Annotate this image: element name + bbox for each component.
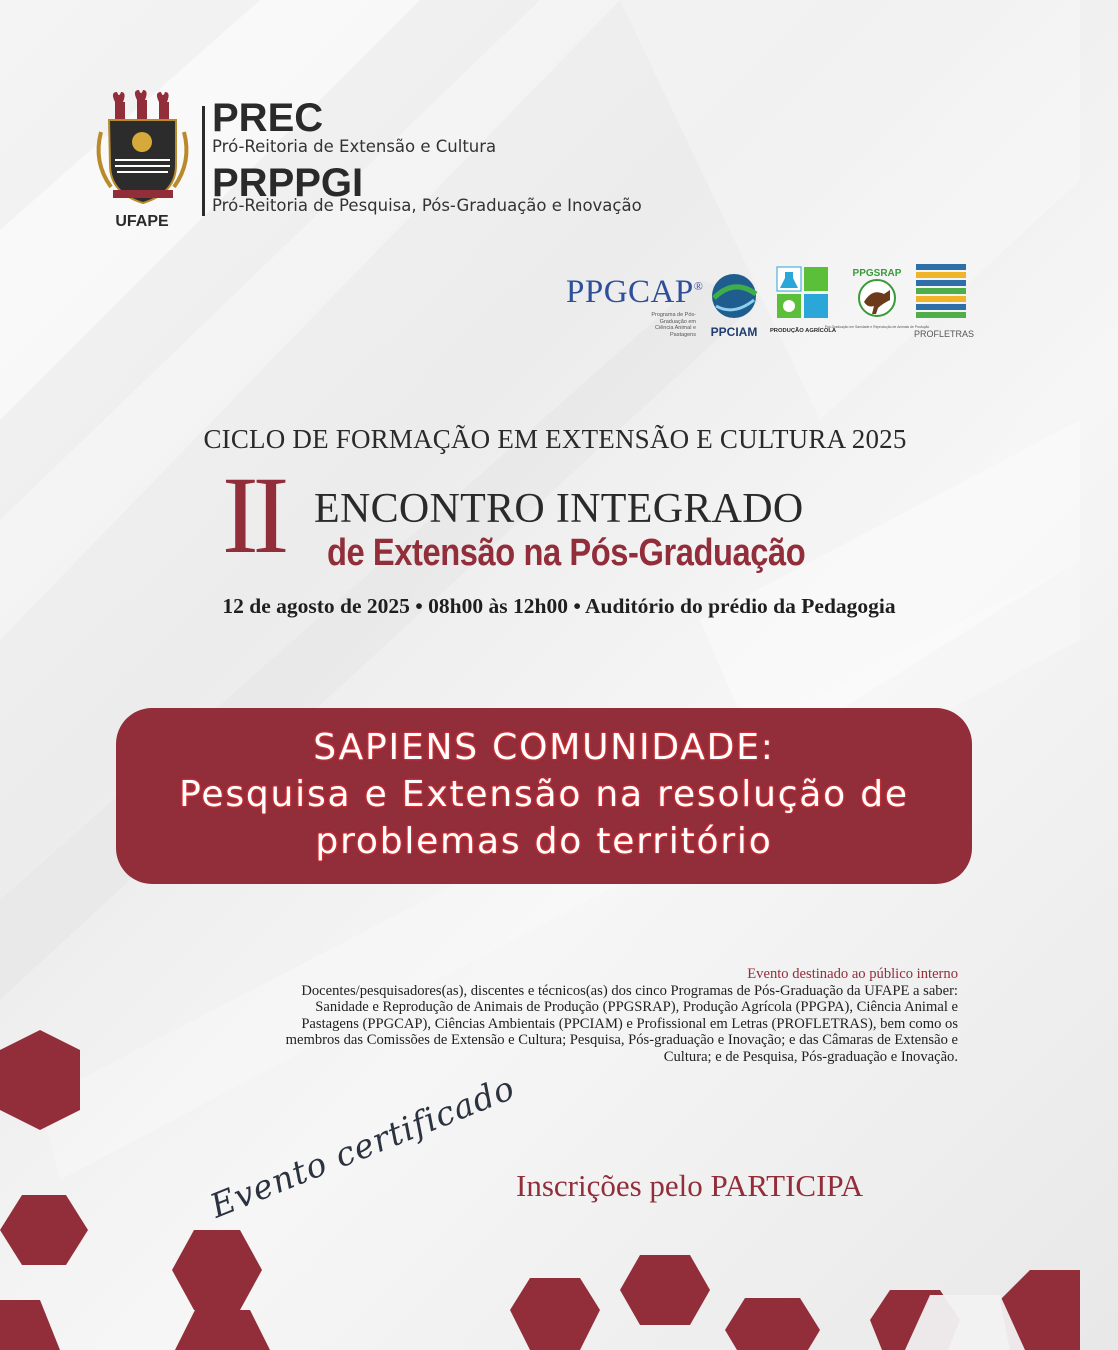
event-title-line1: ENCONTRO INTEGRADO (314, 486, 804, 532)
certified-event-script: Evento certificado (204, 1067, 521, 1226)
ppciam-logo-text: PPCIAM (710, 325, 758, 339)
ppgpa-logo-text: PRODUÇÃO AGRÍCOLA (769, 328, 837, 334)
ppgcap-logo-text: PPGCAP (566, 274, 694, 310)
event-title-line2: de Extensão na Pós-Graduação (327, 532, 806, 574)
ppgcap-logo-caption: Programa de Pós-Graduação em Ciência Animal e Pastagens (651, 312, 696, 338)
ppgsrap-logo-caption: Pós-Graduação em Sanidade e Reprodução de Animais de Produção (824, 325, 930, 329)
ppgsrap-logo (824, 262, 930, 340)
prppgi-subtitle: Pró-Reitoria de Pesquisa, Pós-Graduação e Inovação (212, 196, 642, 215)
event-details: 12 de agosto de 2025 • 08h00 às 12h00 • Auditório do prédio da Pedagogia (222, 594, 896, 618)
audience-title: Evento destinado ao público interno (747, 966, 958, 982)
ufape-crest-logo (95, 92, 190, 232)
audience-line: Pastagens (PPGCAP), Ciências Ambientais (PPCIAM) e Profissional em Letras (PROFLETRAS), bem como os (301, 1015, 958, 1032)
audience-line: Sanidade e Reprodução de Animais de Produção (PPGSRAP), Produção Agrícola (PPGPA), Ciência Animal e (315, 999, 958, 1015)
ppgpa-logo (769, 266, 837, 338)
banner-line-1: SAPIENS COMUNIDADE: (313, 727, 775, 768)
ppgsrap-logo-text: PPGSRAP (852, 268, 902, 279)
profletras-logo-text: PROFLETRAS (913, 329, 975, 339)
audience-line: Cultura; e de Pesquisa, Pós-graduação e Inovação. (663, 1048, 958, 1065)
audience-line: membros das Comissões de Extensão e Cultura; Pesquisa, Pós-graduação e Inovação; e das Câmaras de Extensão e (285, 1032, 958, 1048)
header-divider (202, 106, 205, 216)
ppgcap-logo: PPGCAP® (566, 274, 704, 310)
theme-banner (116, 708, 972, 884)
edition-numeral: II (222, 454, 284, 576)
crest-label: UFAPE (115, 213, 169, 230)
banner-line-2: Pesquisa e Extensão na resolução de (179, 774, 909, 815)
theme-banner-text (116, 724, 972, 865)
prppgi-title: PRPPGI (212, 161, 364, 205)
cycle-title: CICLO DE FORMAÇÃO EM EXTENSÃO E CULTURA 2025 (203, 424, 907, 454)
audience-block (138, 966, 958, 1065)
banner-line-3: problemas do território (315, 821, 773, 862)
ppciam-logo (704, 270, 768, 340)
prec-subtitle: Pró-Reitoria de Extensão e Cultura (212, 137, 497, 156)
profletras-logo (912, 262, 976, 342)
prec-title: PREC (212, 96, 324, 140)
registration-info: Inscrições pelo PARTICIPA (516, 1168, 864, 1203)
audience-line: Docentes/pesquisadores(as), discentes e técnicos(as) dos cinco Programas de Pós-Graduação da UFAPE a saber: (301, 982, 958, 999)
